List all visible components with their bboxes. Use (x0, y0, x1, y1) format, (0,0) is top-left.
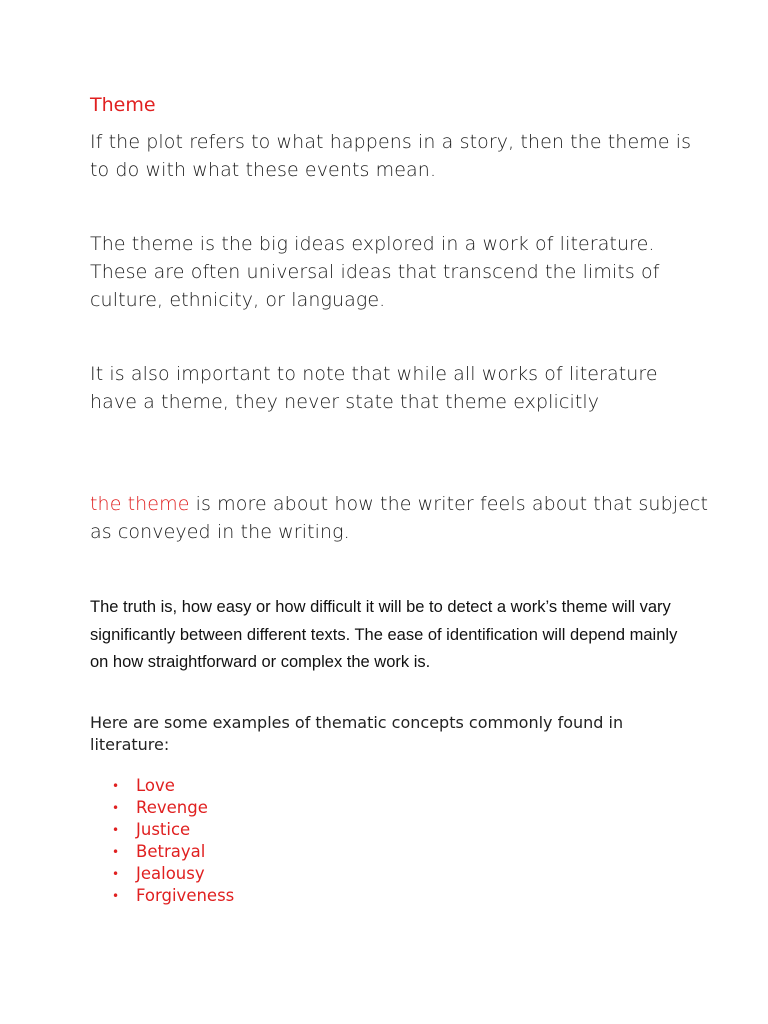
paragraph-never-stated: It is also important to note that while all works of literature have a theme, they never state that theme explicitly (90, 363, 658, 413)
list-item (112, 841, 234, 863)
paragraph-writer-feels-text: is more about how the writer feels about that subject as conveyed in the writing. (90, 493, 708, 543)
paragraph-plot-vs-theme: If the plot refers to what happens in a story, then the theme is to do with what these events mean. (90, 131, 692, 181)
list-item-label: Jealousy (136, 864, 205, 883)
bullet-icon: • (112, 801, 120, 815)
list-item-label: Betrayal (136, 842, 206, 861)
list-item (112, 819, 234, 841)
examples-list (112, 775, 234, 907)
list-item (112, 797, 234, 819)
bullet-icon: • (112, 779, 120, 793)
bullet-icon: • (112, 845, 120, 859)
bullet-icon: • (112, 867, 120, 881)
list-item (112, 885, 234, 907)
heading-theme: Theme (90, 94, 156, 116)
highlight-the-theme: the theme (90, 493, 190, 515)
bullet-icon: • (112, 889, 120, 903)
list-item (112, 863, 234, 885)
list-item-label: Forgiveness (136, 886, 235, 905)
list-item (112, 775, 234, 797)
list-item-label: Love (136, 776, 175, 795)
list-item-label: Revenge (136, 798, 208, 817)
paragraph-truth-is: The truth is, how easy or how difficult it will be to detect a work’s theme will vary significantly between different texts. The ease of identification will depend mainly on how straightforward or complex the work is. (90, 598, 678, 671)
paragraph-writer-feels (90, 490, 710, 546)
paragraph-big-ideas: The theme is the big ideas explored in a work of literature. These are often universal ideas that transcend the limits of culture, ethnicity, or language. (90, 233, 660, 311)
bullet-icon: • (112, 823, 120, 837)
paragraph-examples-intro: Here are some examples of thematic concepts commonly found in literature: (90, 713, 624, 754)
list-item-label: Justice (136, 820, 191, 839)
